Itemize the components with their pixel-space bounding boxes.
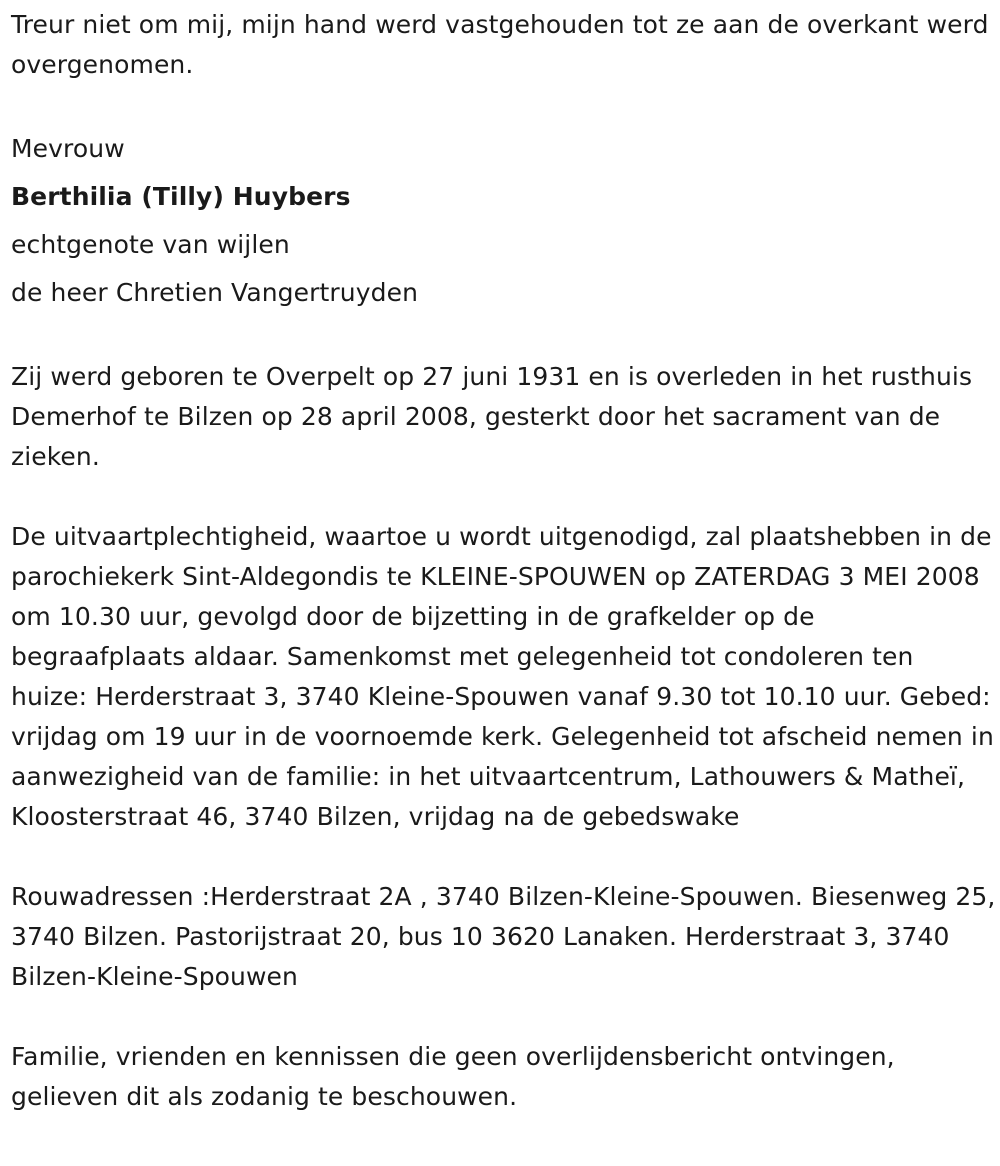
obituary-document <box>11 5 996 1117</box>
deceased-name: Berthilia (Tilly) Huybers <box>11 182 351 211</box>
birth-death-paragraph: Zij werd geboren te Overpelt op 27 juni 1931 en is overleden in het rusthuis Demerhof te Bilzen op 28 april 2008, gesterkt door het sacrament van de zieken. <box>11 362 973 471</box>
closing-paragraph: Familie, vrienden en kennissen die geen overlijdensbericht ontvingen, gelieven dit als zodanig te beschouwen. <box>11 1042 895 1111</box>
salutation: Mevrouw <box>11 134 125 163</box>
spacer <box>11 85 996 125</box>
spacer <box>11 317 996 357</box>
spacer <box>11 477 996 517</box>
epitaph-text: Treur niet om mij, mijn hand werd vastgehouden tot ze aan de overkant werd overgenomen. <box>11 10 989 79</box>
spacer <box>11 837 996 877</box>
funeral-paragraph: De uitvaartplechtigheid, waartoe u wordt uitgenodigd, zal plaatshebben in de parochiekerk Sint-Aldegondis te KLEINE-SPOUWEN op ZATERDAG 3 MEI 2008 om 10.30 uur, gevolgd door de bijzetting in de grafkelder op de begraafplaats aldaar. Samenkomst met gelegenheid tot condoleren ten huize: Herderstraat 3, 3740 Kleine-Spouwen vanaf 9.30 tot 10.10 uur. Gebed: vrijdag om 19 uur in de voornoemde kerk. Gelegenheid tot afscheid nemen in aanwezigheid van de familie: in het uitvaartcentrum, Lathouwers & Matheï, Kloosterstraat 46, 3740 Bilzen, vrijdag na de gebedswake <box>11 522 994 831</box>
relation-line-2: de heer Chretien Vangertruyden <box>11 278 419 307</box>
addresses-paragraph: Rouwadressen :Herderstraat 2A , 3740 Bilzen-Kleine-Spouwen. Biesenweg 25, 3740 Bilzen. Pastorijstraat 20, bus 10 3620 Lanaken. Herderstraat 3, 3740 Bilzen-Kleine-Spouwen <box>11 882 996 991</box>
relation-line-1: echtgenote van wijlen <box>11 230 290 259</box>
spacer <box>11 997 996 1037</box>
